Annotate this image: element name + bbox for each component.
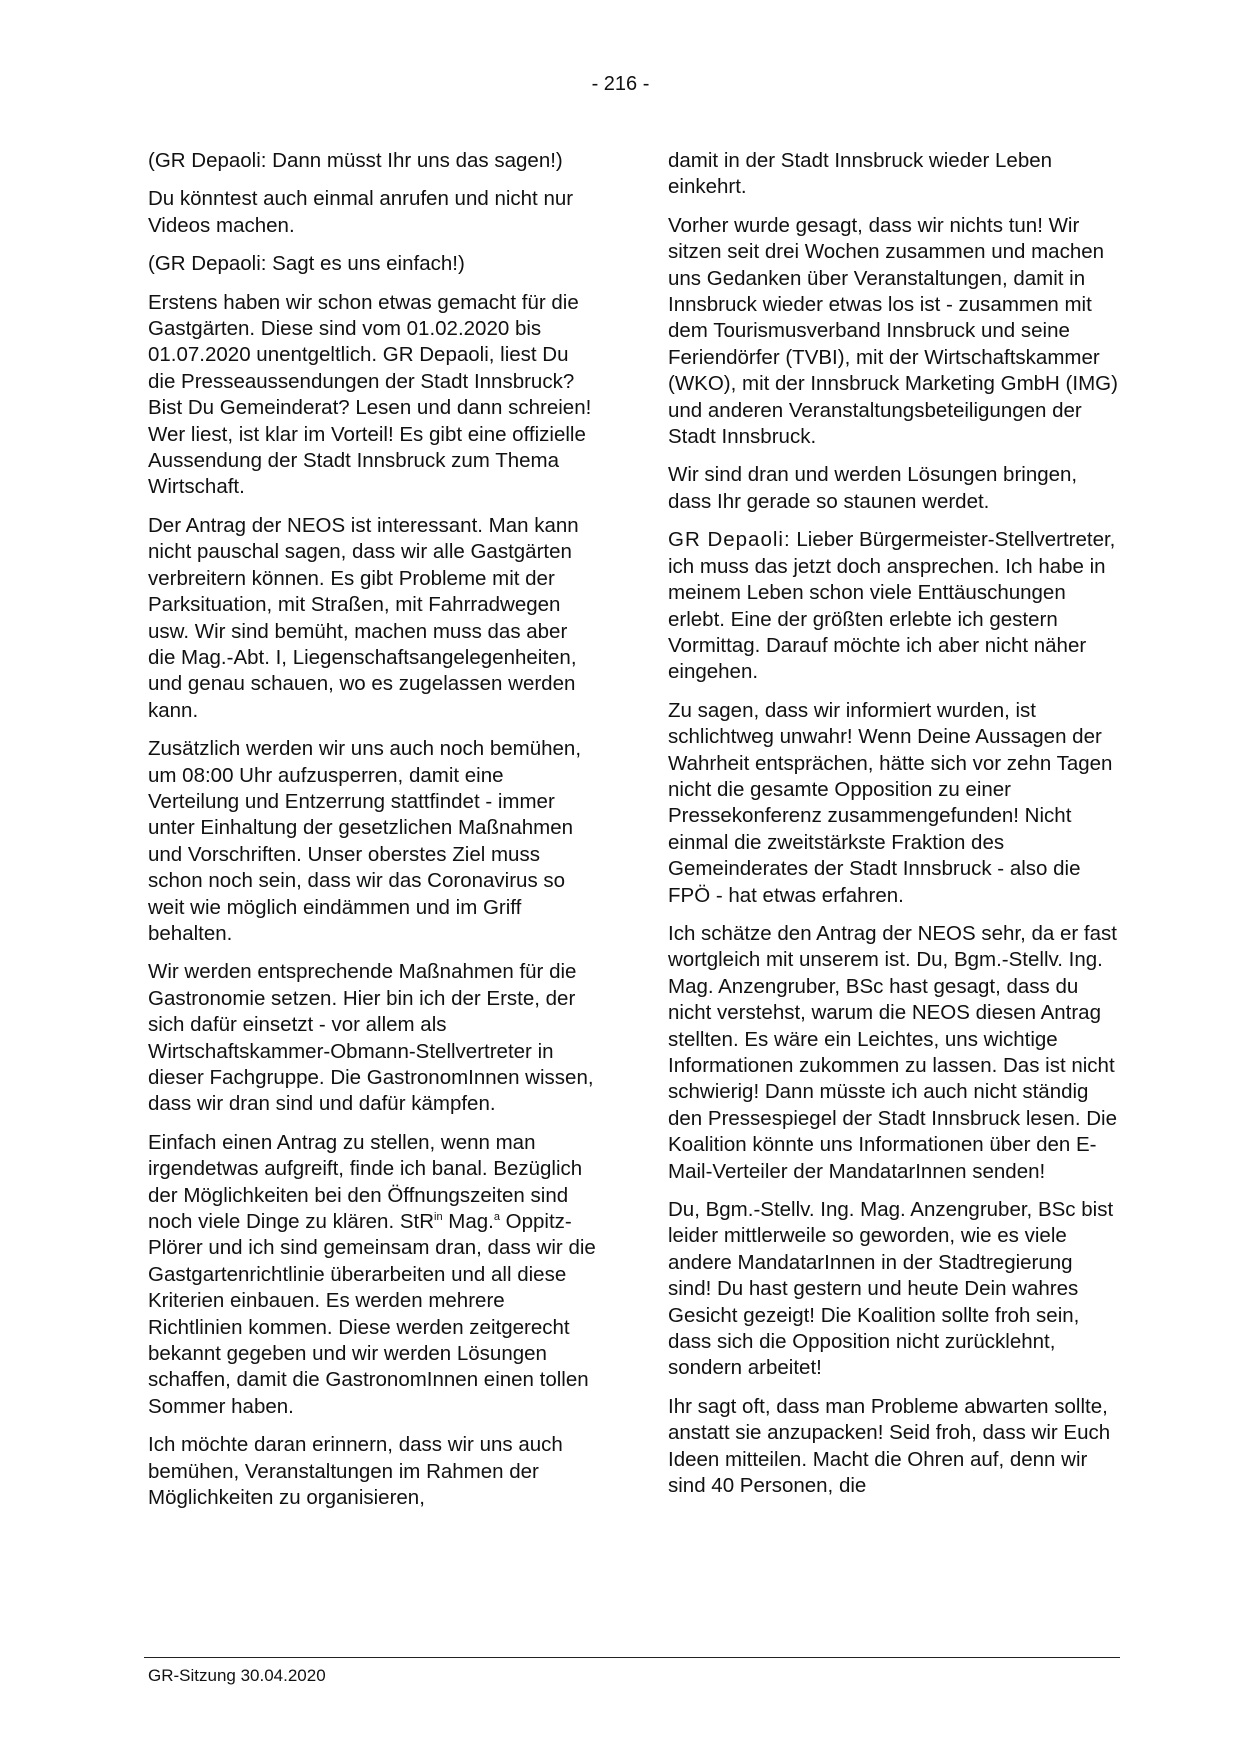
left-column bbox=[148, 148, 598, 1524]
paragraph: (GR Depaoli: Dann müsst Ihr uns das sagen!) bbox=[148, 149, 563, 172]
paragraph: Ich schätze den Antrag der NEOS sehr, da er fast wortgleich mit unserem ist. Du, Bgm.-Stellv. Ing. Mag. Anzengruber, BSc hast gesagt, dass du nicht verstehst, warum die NEOS diesen Antrag stellten. Es wäre ein Leichtes, uns wichtige Informationen zukommen zu lassen. Das ist nicht schwierig! Dann müsste ich auch nicht ständig den Pressespiegel der Stadt Innsbruck lesen. Die Koalition könnte uns Informationen über den E-Mail-Verteiler der MandatarInnen senden! bbox=[668, 921, 1117, 1183]
paragraph: Wir sind dran und werden Lösungen bringen, dass Ihr gerade so staunen werdet. bbox=[668, 463, 1078, 513]
text-segment: Mag. bbox=[442, 1210, 494, 1234]
paragraph: Vorher wurde gesagt, dass wir nichts tun! Wir sitzen seit drei Wochen zusammen und machen uns Gedanken über Veranstaltungen, damit in Innsbruck wieder etwas los ist - zusammen mit dem Tourismusverband Innsbruck und seine Feriendörfer (TVBI), mit der Wirtschaftskammer (WKO), mit der Innsbruck Marketing GmbH (IMG) und anderen Veranstaltungsbeteiligungen der Stadt Innsbruck. bbox=[668, 213, 1118, 449]
paragraph: Erstens haben wir schon etwas gemacht für die Gastgärten. Diese sind vom 01.02.2020 bis 01.07.2020 unentgeltlich. GR Depaoli, liest Du die Presseaussendungen der Stadt Innsbruck? Bist Du Gemeinderat? Lesen und dann schreien! Wer liest, ist klar im Vorteil! Es gibt eine offizielle Aussendung der Stadt Innsbruck zum Thema Wirtschaft. bbox=[148, 290, 592, 499]
footer-divider bbox=[144, 1657, 1120, 1658]
paragraph: Du, Bgm.-Stellv. Ing. Mag. Anzengruber, BSc bist leider mittlerweile so geworden, wie es viele andere MandatarInnen in der Stadtregierung sind! Du hast gestern und heute Dein wahres Gesicht gezeigt! Die Koalition sollte froh sein, dass sich die Opposition nicht zurücklehnt, sondern arbeitet! bbox=[668, 1198, 1114, 1380]
footer-text: GR-Sitzung 30.04.2020 bbox=[148, 1666, 326, 1685]
paragraph: Der Antrag der NEOS ist interessant. Man kann nicht pauschal sagen, dass wir alle Gastgärten verbreitern können. Es gibt Probleme mit der Parksituation, mit Straßen, mit Fahrradwegen usw. Wir sind bemüht, machen muss das aber die Mag.-Abt. I, Liegenschaftsangelegenheiten, und genau schauen, wo es zugelassen werden kann. bbox=[148, 513, 579, 722]
paragraph bbox=[148, 1130, 598, 1420]
paragraph: Zu sagen, dass wir informiert wurden, ist schlichtweg unwahr! Wenn Deine Aussagen der Wahrheit entsprächen, hätte sich vor zehn Tagen nicht die gesamte Opposition zu einer Pressekonferenz zusammengefunden! Nicht einmal die zweitstärkste Fraktion des Gemeinderates der Stadt Innsbruck - also die FPÖ - hat etwas erfahren. bbox=[668, 698, 1113, 907]
superscript: a bbox=[493, 1211, 500, 1224]
paragraph: Zusätzlich werden wir uns auch noch bemühen, um 08:00 Uhr aufzusperren, damit eine Verteilung und Entzerrung stattfindet - immer unter Einhaltung der gesetzlichen Maßnahmen und Vorschriften. Unser oberstes Ziel muss schon noch sein, dass wir das Coronavirus so weit wie möglich eindämmen und im Griff behalten. bbox=[148, 737, 582, 945]
paragraph: damit in der Stadt Innsbruck wieder Leben einkehrt. bbox=[668, 149, 1053, 199]
paragraph bbox=[668, 527, 1118, 685]
text-segment: Lieber Bürgermeister-Stellvertreter, ich muss das jetzt doch ansprechen. Ich habe in meinem Leben schon viele Enttäuschungen erlebt. Eine der größten erlebte ich gestern Vormittag. Darauf möchte ich aber nicht näher eingehen. bbox=[668, 528, 1116, 684]
right-column bbox=[668, 148, 1118, 1512]
superscript: in bbox=[434, 1211, 443, 1224]
paragraph: Du könntest auch einmal anrufen und nicht nur Videos machen. bbox=[148, 187, 574, 237]
paragraph: Ihr sagt oft, dass man Probleme abwarten sollte, anstatt sie anzupacken! Seid froh, dass wir Euch Ideen mitteilen. Macht die Ohren auf, denn wir sind 40 Personen, die bbox=[668, 1394, 1111, 1498]
text-segment: Oppitz-Plörer und ich sind gemeinsam dran, dass wir die Gastgartenrichtlinie überarbeiten und all diese Kriterien einbauen. Es werden mehrere Richtlinien kommen. Diese werden zeitgerecht bekannt gegeben und wir werden Lösungen schaffen, damit die GastronomInnen einen tollen Sommer haben. bbox=[148, 1210, 596, 1418]
paragraph: Ich möchte daran erinnern, dass wir uns auch bemühen, Veranstaltungen im Rahmen der Möglichkeiten zu organisieren, bbox=[148, 1433, 563, 1510]
paragraph: (GR Depaoli: Sagt es uns einfach!) bbox=[148, 252, 465, 276]
page-number: - 216 - bbox=[591, 73, 650, 95]
speaker-name: GR Depaoli: bbox=[668, 528, 791, 552]
paragraph: Wir werden entsprechende Maßnahmen für die Gastronomie setzen. Hier bin ich der Erste, der sich dafür einsetzt - vor allem als Wirtschaftskammer-Obmann-Stellvertreter in dieser Fachgruppe. Die GastronomInnen wissen, dass wir dran sind und dafür kämpfen. bbox=[148, 960, 594, 1116]
text-segment: Einfach einen Antrag zu stellen, wenn man irgendetwas aufgreift, finde ich banal. Bezüglich der Möglichkeiten bei den Öffnungszeiten sind noch viele Dinge zu klären. StR bbox=[148, 1130, 583, 1234]
